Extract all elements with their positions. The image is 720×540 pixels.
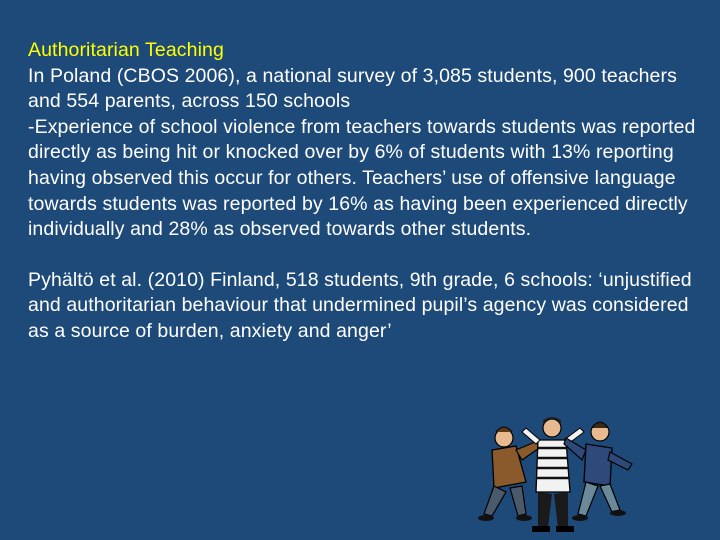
slide-heading: Authoritarian Teaching [28, 39, 224, 61]
survey-intro-paragraph: In Poland (CBOS 2006), a national survey of 3,085 students, 900 teachers and 554 parents, across 150 schools [28, 64, 677, 113]
finland-study-paragraph: Pyhältö et al. (2010) Finland, 518 students, 9th grade, 6 schools: ‘unjustified and authoritarian behaviour that undermined pupil’s agency was considered as a source of burden, anxiety and anger’ [28, 268, 692, 342]
paragraph-spacer [28, 243, 708, 268]
referee-figure [522, 417, 584, 532]
violence-findings-paragraph: -Experience of school violence from teachers towards students was reported directly as being hit or knocked over by 6% of students with 13% reporting having observed this occur for others. Teachers’ use of offensive language towards students was reported by 16% as having been experienced directly individually and 28% as observed towards other students. [28, 115, 696, 241]
fighting-men-with-referee-icon [466, 402, 638, 540]
slide-text [28, 38, 708, 345]
